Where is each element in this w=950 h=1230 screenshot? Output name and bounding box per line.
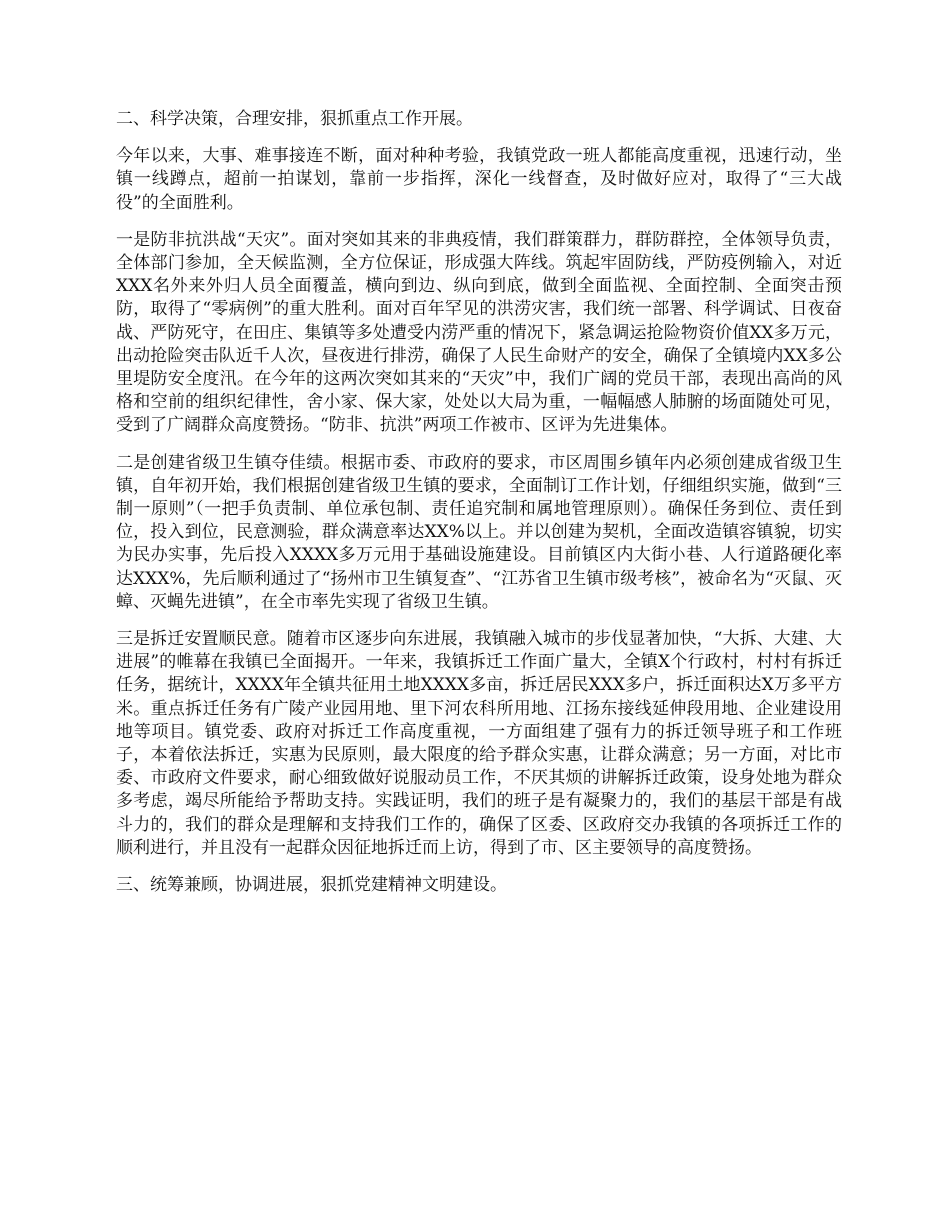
document-page xyxy=(116,108,842,911)
section-heading-3: 三、统筹兼顾，协调进展，狠抓党建精神文明建设。 xyxy=(116,875,507,896)
paragraph-demolition-resettlement: 三是拆迁安置顺民意。随着市区逐步向东进展，我镇融入城市的步伐显著加快，“大拆、大建、大进展”的帷幕在我镇已全面揭开。一年来，我镇拆迁工作面广量大，全镇X个行政村，村村有拆迁任务，据统计，XXXX年全镇共征用土地XXXX多亩，拆迁居民XXX多户，拆迁面积达X万多平方米。重点拆迁任务有广陵产业园用地、里下河农科所用地、江扬东接线延伸段用地、企业建设用地等项目。镇党委、政府对拆迁工作高度重视，一方面组建了强有力的拆迁领导班子和工作班子，本着依法拆迁，实惠为民原则，最大限度的给予群众实惠，让群众满意；另一方面，对比市委、市政府文件要求，耐心细致做好说服动员工作，不厌其烦的讲解拆迁政策，设身处地为群众多考虑，竭尽所能给予帮助支持。实践证明，我们的班子是有凝聚力的，我们的基层干部是有战斗力的，我们的群众是理解和支持我们工作的，确保了区委、区政府交办我镇的各项拆迁工作的顺利进行，并且没有一起群众因征地拆迁而上访，得到了市、区主要领导的高度赞扬。 xyxy=(116,629,842,858)
paragraph-sanitary-town: 二是创建省级卫生镇夺佳绩。根据市委、市政府的要求，市区周围乡镇年内必须创建成省级卫生镇，自年初开始，我们根据创建省级卫生镇的要求，全面制订工作计划，仔细组织实施，做到“三制一原则”（一把手负责制、单位承包制、责任追究制和属地管理原则）。确保任务到位、责任到位，投入到位，民意测验，群众满意率达XX%以上。并以创建为契机，全面改造镇容镇貌，切实为民办实事，先后投入XXXX多万元用于基础设施建设。目前镇区内大街小巷、人行道路硬化率达XXX%，先后顺利通过了“扬州市卫生镇复查”、“江苏省卫生镇市级考核”，被命名为“灭鼠、灭蟑、灭蝇先进镇”，在全市率先实现了省级卫生镇。 xyxy=(116,452,842,612)
section-heading-2: 二、科学决策，合理安排，狠抓重点工作开展。 xyxy=(116,109,473,129)
intro-paragraph: 今年以来，大事、难事接连不断，面对种种考验，我镇党政一班人都能高度重视，迅速行动，坐镇一线蹲点，超前一拍谋划，靠前一步指挥，深化一线督查，及时做好应对，取得了“三大战役”的全面胜利。 xyxy=(116,146,842,213)
paragraph-epidemic-flood: 一是防非抗洪战“天灾”。面对突如其来的非典疫情，我们群策群力，群防群控，全体领导负责，全体部门参加，全天候监测，全方位保证，形成强大阵线。筑起牢固防线，严防疫例输入，对近XXX名外来外归人员全面覆盖，横向到边、纵向到底，做到全面监视、全面控制、全面突击预防，取得了“零病例”的重大胜利。面对百年罕见的洪涝灾害，我们统一部署、科学调试、日夜奋战、严防死守，在田庄、集镇等多处遭受内涝严重的情况下，紧急调运抢险物资价值XX多万元，出动抢险突击队近千人次，昼夜进行排涝，确保了人民生命财产的安全，确保了全镇境内XX多公里堤防安全度汛。在今年的这两次突如其来的“天灾”中，我们广阔的党员干部，表现出高尚的风格和空前的组织纪律性，舍小家、保大家，处处以大局为重，一幅幅感人肺腑的场面随处可见，受到了广阔群众高度赞扬。“防非、抗洪”两项工作被市、区评为先进集体。 xyxy=(116,229,842,436)
